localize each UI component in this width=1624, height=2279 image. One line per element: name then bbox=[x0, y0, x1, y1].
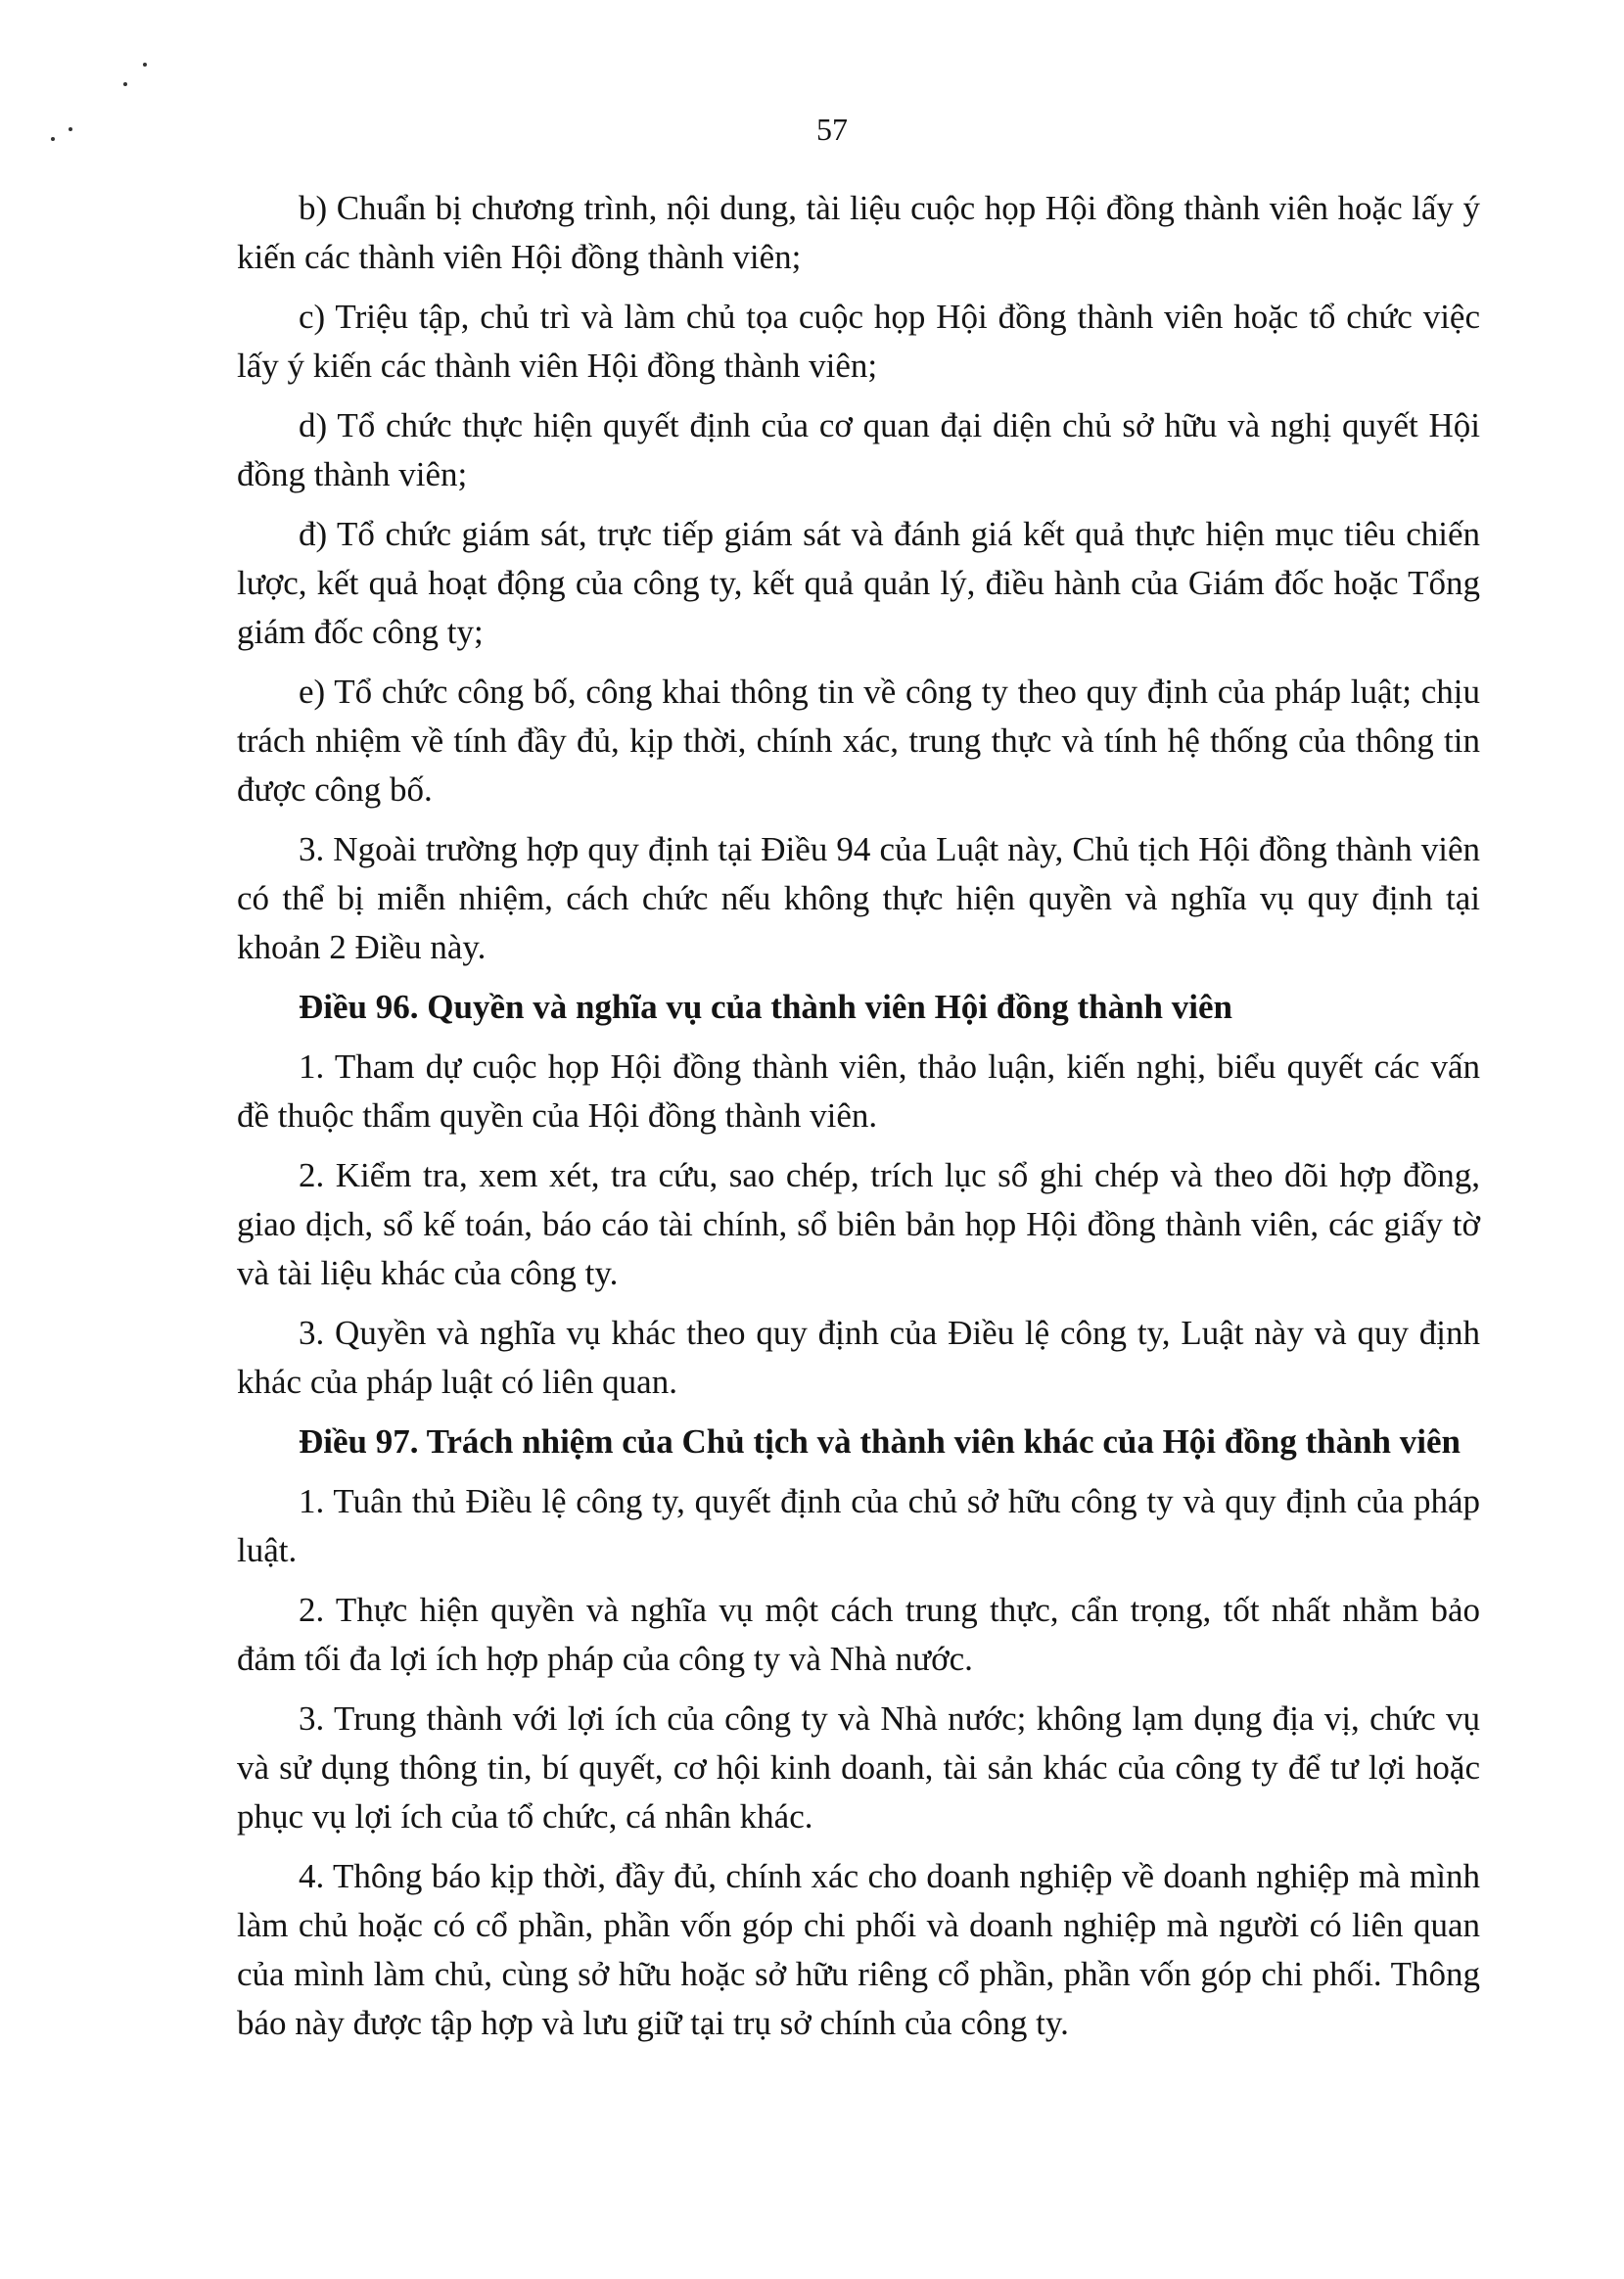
article-97-item-3: 3. Trung thành với lợi ích của công ty và Nhà nước; không lạm dụng địa vị, chức vụ và sử dụng thông tin, bí quyết, cơ hội kinh doanh, tài sản khác của công ty để tư lợi hoặc phục vụ lợi ích của tổ chức, cá nhân khác. bbox=[237, 1699, 1480, 1836]
article-96-item-1: 1. Tham dự cuộc họp Hội đồng thành viên, thảo luận, kiến nghị, biểu quyết các vấn đề thuộc thẩm quyền của Hội đồng thành viên. bbox=[237, 1047, 1480, 1135]
article-97-item-2: 2. Thực hiện quyền và nghĩa vụ một cách trung thực, cẩn trọng, tốt nhất nhằm bảo đảm tối đa lợi ích hợp pháp của công ty và Nhà nước. bbox=[237, 1591, 1480, 1678]
paragraph-2d: d) Tổ chức thực hiện quyết định của cơ quan đại diện chủ sở hữu và nghị quyết Hội đồng thành viên; bbox=[237, 406, 1480, 493]
paragraph-2e: e) Tổ chức công bố, công khai thông tin về công ty theo quy định của pháp luật; chịu trách nhiệm về tính đầy đủ, kịp thời, chính xác, trung thực và tính hệ thống của thông tin được công bố. bbox=[237, 673, 1480, 809]
paragraph-2dd: đ) Tổ chức giám sát, trực tiếp giám sát và đánh giá kết quả thực hiện mục tiêu chiến lược, kết quả hoạt động của công ty, kết quả quản lý, điều hành của Giám đốc hoặc Tổng giám đốc công ty; bbox=[237, 515, 1480, 651]
document-body bbox=[237, 184, 1480, 2059]
article-96-item-2: 2. Kiểm tra, xem xét, tra cứu, sao chép, trích lục sổ ghi chép và theo dõi hợp đồng, giao dịch, sổ kế toán, báo cáo tài chính, sổ biên bản họp Hội đồng thành viên, các giấy tờ và tài liệu khác của công ty. bbox=[237, 1156, 1480, 1292]
scan-speck bbox=[143, 63, 147, 67]
article-96-item-3: 3. Quyền và nghĩa vụ khác theo quy định của Điều lệ công ty, Luật này và quy định khác của pháp luật có liên quan. bbox=[237, 1314, 1480, 1401]
scan-speck bbox=[123, 82, 127, 86]
article-96-heading: Điều 96. Quyền và nghĩa vụ của thành viên Hội đồng thành viên bbox=[299, 988, 1232, 1026]
paragraph-2c: c) Triệu tập, chủ trì và làm chủ tọa cuộc họp Hội đồng thành viên hoặc tổ chức việc lấy ý kiến các thành viên Hội đồng thành viên; bbox=[237, 298, 1480, 385]
article-97-item-4: 4. Thông báo kịp thời, đầy đủ, chính xác cho doanh nghiệp về doanh nghiệp mà mình làm chủ hoặc có cổ phần, phần vốn góp chi phối và doanh nghiệp mà người có liên quan của mình làm chủ, cùng sở hữu hoặc sở hữu riêng cổ phần, phần vốn góp chi phối. Thông báo này được tập hợp và lưu giữ tại trụ sở chính của công ty. bbox=[237, 1857, 1480, 2042]
page-number: 57 bbox=[816, 112, 848, 147]
paragraph-3: 3. Ngoài trường hợp quy định tại Điều 94 của Luật này, Chủ tịch Hội đồng thành viên có thể bị miễn nhiệm, cách chức nếu không thực hiện quyền và nghĩa vụ quy định tại khoản 2 Điều này. bbox=[237, 830, 1480, 966]
paragraph-2b: b) Chuẩn bị chương trình, nội dung, tài liệu cuộc họp Hội đồng thành viên hoặc lấy ý kiến các thành viên Hội đồng thành viên; bbox=[237, 189, 1480, 276]
article-97-item-1: 1. Tuân thủ Điều lệ công ty, quyết định của chủ sở hữu công ty và quy định của pháp luật. bbox=[237, 1482, 1480, 1569]
article-97-heading: Điều 97. Trách nhiệm của Chủ tịch và thành viên khác của Hội đồng thành viên bbox=[299, 1422, 1461, 1461]
